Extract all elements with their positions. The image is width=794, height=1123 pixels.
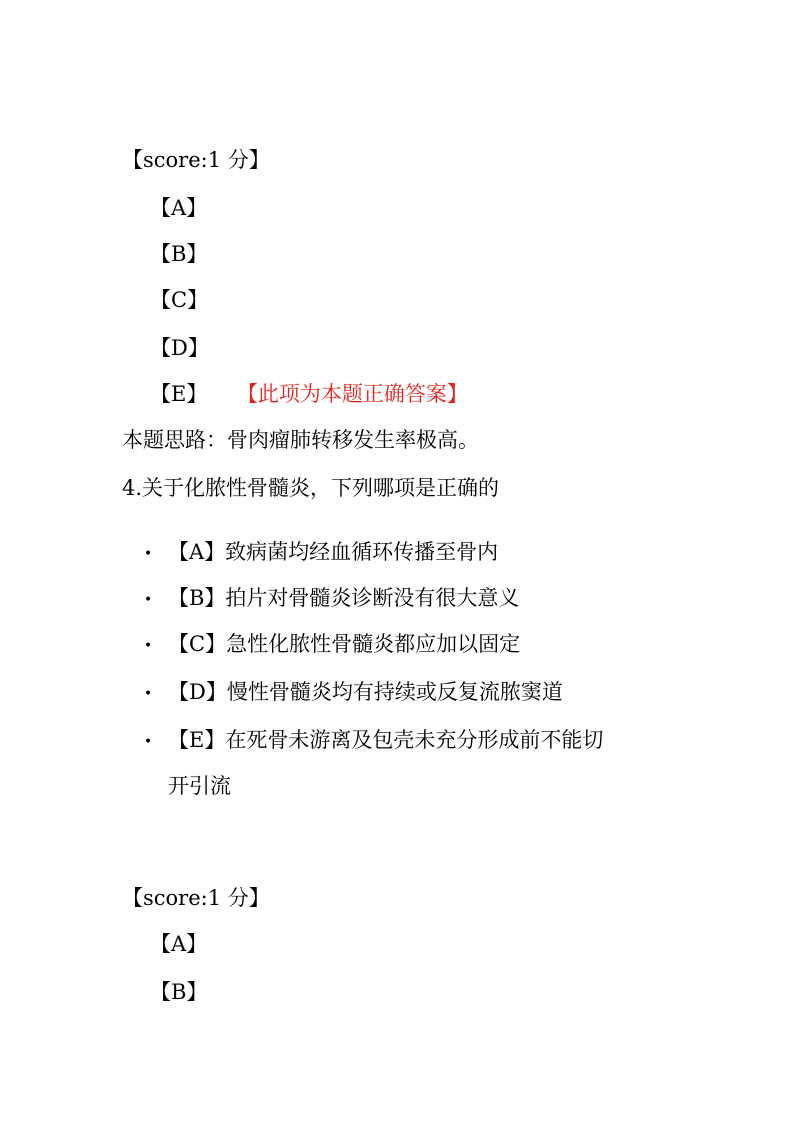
option-d: 【D】 bbox=[150, 336, 209, 360]
choice-d bbox=[144, 678, 563, 708]
bullet-icon: • bbox=[144, 591, 153, 608]
choice-b bbox=[144, 584, 519, 614]
bullet-icon: • bbox=[144, 685, 153, 702]
score-label: 【score:1 分】 bbox=[122, 148, 270, 172]
bullet-icon: • bbox=[144, 733, 153, 750]
bullet-icon: • bbox=[144, 637, 153, 654]
correct-answer-note: 【此项为本题正确答案】 bbox=[247, 382, 468, 406]
choice-c-text: 【C】急性化脓性骨髓炎都应加以固定 bbox=[168, 632, 521, 656]
option-e: 【E】 bbox=[150, 382, 208, 406]
bullet-icon: • bbox=[144, 545, 153, 562]
choice-a-text: 【A】致病菌均经血循环传播至骨内 bbox=[168, 540, 499, 564]
choice-a bbox=[144, 538, 498, 568]
option-c: 【C】 bbox=[150, 288, 209, 312]
option-a: 【A】 bbox=[150, 932, 208, 956]
option-b: 【B】 bbox=[150, 980, 208, 1004]
option-a: 【A】 bbox=[150, 196, 208, 220]
choice-e-continuation: 开引流 bbox=[168, 774, 231, 798]
option-e-row bbox=[150, 380, 468, 408]
choice-e bbox=[144, 726, 603, 756]
choice-b-text: 【B】拍片对骨髓炎诊断没有很大意义 bbox=[168, 586, 520, 610]
option-b: 【B】 bbox=[150, 242, 208, 266]
score-label: 【score:1 分】 bbox=[122, 886, 270, 910]
choice-d-text: 【D】慢性骨髓炎均有持续或反复流脓窦道 bbox=[168, 680, 563, 704]
explanation: 本题思路：骨肉瘤肺转移发生率极高。 bbox=[122, 428, 479, 452]
choice-e-text: 【E】在死骨未游离及包壳未充分形成前不能切 bbox=[168, 728, 604, 752]
choice-c bbox=[144, 630, 520, 660]
question-stem: 4.关于化脓性骨髓炎，下列哪项是正确的 bbox=[122, 476, 500, 500]
